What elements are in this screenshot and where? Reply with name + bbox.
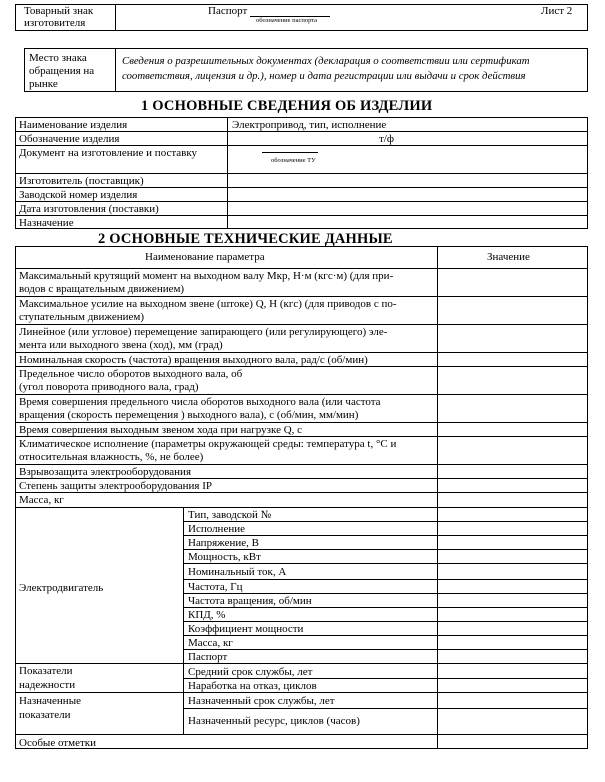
param-max-torque-line1: Максимальный крутящий момент на выходном валу Мкр, Н·м (кгс·м) (для при-: [19, 270, 394, 282]
s2-rule: [183, 549, 588, 550]
s2-rule: [15, 394, 588, 395]
sheet-label: Лист 2: [541, 5, 573, 17]
motor-item: Коэффициент мощности: [188, 623, 304, 635]
special-notes-label: Особые отметки: [19, 737, 96, 749]
reliability-label-line1: Показатели: [19, 665, 73, 677]
s1-row-label: Наименование изделия: [19, 119, 128, 131]
assigned-item: Назначенный срок службы, лет: [188, 695, 335, 707]
s2-rule: [15, 663, 588, 664]
section2-title: 2 ОСНОВНЫЕ ТЕХНИЧЕСКИЕ ДАННЫЕ: [98, 231, 393, 247]
s2-rule: [15, 507, 588, 508]
s2-rule: [183, 678, 588, 679]
param-stroke-time: Время совершения выходным звеном хода при нагрузке Q, с: [19, 424, 303, 436]
param-climate-line1: Климатическое исполнение (параметры окружающей среды: температура t, °C и: [19, 438, 397, 450]
s2-rule: [183, 635, 588, 636]
param-max-torque-line2: водов с вращательным движением): [19, 283, 185, 295]
reliability-item: Наработка на отказ, циклов: [188, 680, 317, 692]
motor-item: Исполнение: [188, 523, 245, 535]
param-revs-time-line1: Время совершения предельного числа оборотов выходного вала (или частота: [19, 396, 381, 408]
s2-rule: [15, 352, 588, 353]
s1-row-value: Электропривод, тип, исполнение: [232, 119, 387, 131]
col-value-header: Значение: [487, 251, 530, 263]
s2-rule: [15, 296, 588, 297]
s1-row-value: обозначение ТУ: [271, 157, 316, 164]
motor-item: Мощность, кВт: [188, 551, 261, 563]
param-travel-line1: Линейное (или угловое) перемещение запирающего (или регулирующего) эле-: [19, 326, 388, 338]
circulation-label-line1: Место знака: [29, 52, 87, 64]
motor-item: Напряжение, В: [188, 537, 259, 549]
s1-rule: [15, 215, 588, 216]
s1-row-label: Документ на изготовление и поставку: [19, 147, 198, 159]
s1-rule: [15, 173, 588, 174]
s1-rule: [15, 187, 588, 188]
s1-row-label: Заводской номер изделия: [19, 189, 138, 201]
param-travel-line2: мента или выходного звена (ход), мм (град): [19, 339, 223, 351]
motor-group-label: Электродвигатель: [19, 582, 104, 594]
circulation-text-line1: Сведения о разрешительных документах (декларация о соответствии или сертификат: [122, 55, 530, 67]
param-max-force-line1: Максимальное усилие на выходном звене (штоке) Q, Н (кгс) (для приводов с по-: [19, 298, 397, 310]
motor-item: Номинальный ток, А: [188, 566, 287, 578]
circulation-text-line2: соответствия, лицензия и др.), номер и дата регистрации или выдачи и срок действия: [122, 70, 526, 82]
s2-rule: [183, 621, 588, 622]
motor-item: Масса, кг: [188, 637, 233, 649]
s2-rule: [183, 563, 588, 564]
s2-rule: [183, 708, 588, 709]
param-nominal-speed: Номинальная скорость (частота) вращения выходного вала, рад/с (об/мин): [19, 354, 368, 366]
s2-rule: [15, 734, 588, 735]
param-max-force-line2: ступательным движением): [19, 311, 145, 323]
passport-label: Паспорт: [208, 5, 248, 17]
assigned-label-line2: показатели: [19, 709, 71, 721]
s2-rule: [183, 521, 588, 522]
motor-item: Частота, Гц: [188, 581, 243, 593]
param-ip-rating: Степень защиты электрооборудования IP: [19, 480, 213, 492]
motor-item: Тип, заводской №: [188, 509, 272, 521]
motor-item: КПД, %: [188, 609, 226, 621]
s2-rule: [183, 607, 588, 608]
circulation-divider: [115, 48, 116, 92]
s2-rule: [15, 324, 588, 325]
col-param-header: Наименование параметра: [145, 251, 265, 263]
s2-rule: [15, 268, 588, 269]
param-revs-time-line2: вращения (скорость перемещения ) выходного вала), с (об/мин, мм/мин): [19, 409, 359, 421]
motor-item: Частота вращения, об/мин: [188, 595, 312, 607]
reliability-label-line2: надежности: [19, 679, 76, 691]
header-divider: [115, 4, 116, 31]
assigned-label-line1: Назначенные: [19, 695, 81, 707]
s2-rule: [15, 436, 588, 437]
s2-rule: [15, 464, 588, 465]
s1-row-label: Дата изготовления (поставки): [19, 203, 159, 215]
s2-rule: [183, 579, 588, 580]
param-mass: Масса, кг: [19, 494, 64, 506]
s2-rule: [183, 593, 588, 594]
reliability-item: Средний срок службы, лет: [188, 666, 313, 678]
s2-rule: [15, 478, 588, 479]
s2-rule: [15, 492, 588, 493]
s2-rule: [183, 535, 588, 536]
s1-rule: [15, 131, 588, 132]
s1-row-label: Обозначение изделия: [19, 133, 120, 145]
s1-rule: [15, 145, 588, 146]
assigned-item: Назначенный ресурс, циклов (часов): [188, 715, 360, 727]
s1-row-label: Назначение: [19, 217, 74, 229]
circulation-label-line3: рынке: [29, 78, 58, 90]
s1-row-value: т/ф: [379, 133, 394, 145]
circulation-label-line2: обращения на: [29, 65, 95, 77]
s2-rule: [183, 649, 588, 650]
s2-rule: [15, 422, 588, 423]
trademark-label-line1: Товарный знак: [24, 5, 94, 17]
trademark-label-line2: изготовителя: [24, 17, 86, 29]
param-climate-line2: относительная влажность, %, не более): [19, 451, 204, 463]
s1-row-label: Изготовитель (поставщик): [19, 175, 144, 187]
s1-rule: [15, 201, 588, 202]
section1-title: 1 ОСНОВНЫЕ СВЕДЕНИЯ ОБ ИЗДЕЛИИ: [141, 98, 433, 114]
tu-underline: [262, 152, 318, 153]
param-max-revs-line2: (угол поворота приводного вала, град): [19, 381, 199, 393]
s2-rule: [15, 366, 588, 367]
passport-caption: обозначение паспорта: [256, 17, 318, 24]
motor-item: Паспорт: [188, 651, 228, 663]
param-max-revs-line1: Предельное число оборотов выходного вала, об: [19, 368, 243, 380]
value-col-divider: [437, 246, 438, 749]
s2-rule: [15, 692, 588, 693]
param-explosion-protection: Взрывозащита электрооборудования: [19, 466, 192, 478]
